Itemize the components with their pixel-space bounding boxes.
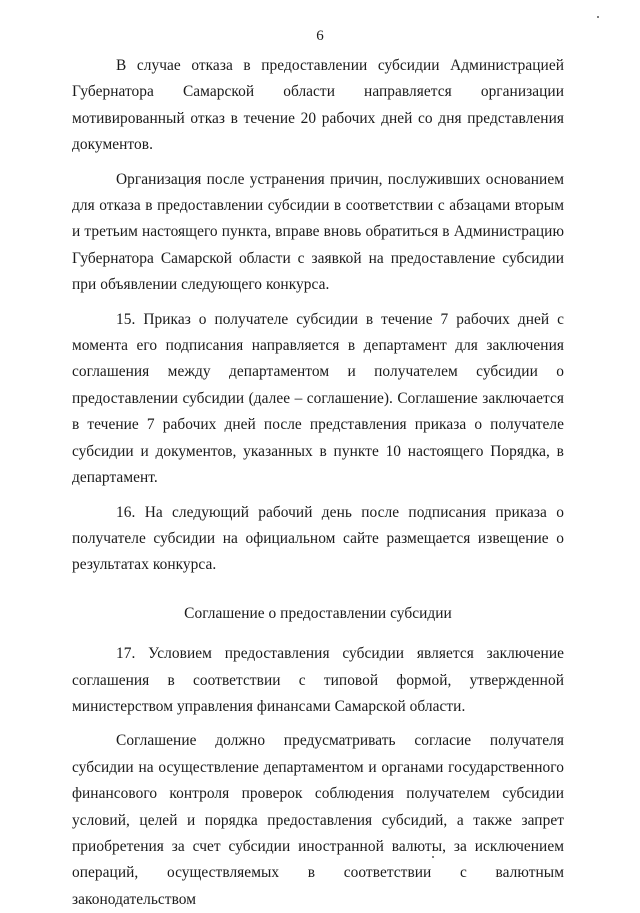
paragraph-item-17: 17. Условием предоставления субсидии является заключение соглашения в соответствии с типовой формой, утвержденной министерством управления финансами Самарской области. — [72, 645, 564, 715]
paragraph-item-16: 16. На следующий рабочий день после подписания приказа о получателе субсидии на официальном сайте размещается извещение о результатах конкурса. — [72, 503, 564, 574]
page-number: 6 — [316, 28, 324, 44]
document-body — [72, 53, 564, 913]
paragraph-agreement-terms: Соглашение должно предусматривать согласие получателя субсидии на осуществление департаментом и органами государственного финансового контроля проверок соблюдения получателем субсидии условий, целей и порядка предоставления субсидий, а также запрет приобретения за счет субсидии иностранной валюты, за исключением операций, осуществляемых в соответствии с валютным законодательством — [72, 732, 564, 908]
paragraph-item-15: 15. Приказ о получателе субсидии в течение 7 рабочих дней с момента его подписания направляется в департамент для заключения соглашения между департаментом и получателем субсидии о предоставлении субсидии (далее – соглашение). Соглашение заключается в течение 7 рабочих дней после представления приказа о получателе субсидии и документов, указанных в пункте 10 настоящего Порядка, в департамент. — [72, 310, 564, 487]
scan-speck — [597, 16, 599, 18]
paragraph-reapply: Организация после устранения причин, послуживших основанием для отказа в предоставлении субсидии в соответствии с абзацами вторым и третьим настоящего пункта, вправе вновь обратиться в Администрацию Губернатора Самарской области с заявкой на предоставление субсидии при объявлении следующего конкурса. — [72, 170, 564, 294]
paragraph-refusal: В случае отказа в предоставлении субсидии Администрацией Губернатора Самарской области направляется организации мотивированный отказ в течение 20 рабочих дней со дня представления документов. — [72, 57, 564, 154]
section-heading: Соглашение о предоставлении субсидии — [184, 604, 452, 622]
